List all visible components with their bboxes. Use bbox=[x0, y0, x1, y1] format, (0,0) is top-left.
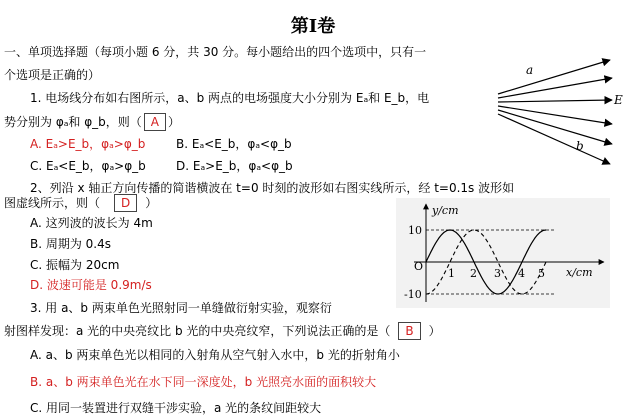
ytick-10: 10 bbox=[408, 224, 422, 237]
q1-answer: A bbox=[144, 113, 166, 131]
q1-option-c: C. Eₐ<E_b，φₐ>φ_b bbox=[30, 159, 146, 173]
field-line-1 bbox=[498, 60, 610, 94]
section-heading-line2: 个选项是正确的） bbox=[4, 68, 101, 82]
electric-field-diagram bbox=[494, 54, 624, 174]
xtick-5: 5 bbox=[538, 267, 545, 280]
xtick-2: 2 bbox=[470, 267, 477, 280]
xtick-3: 3 bbox=[494, 267, 501, 280]
q3-stem-line2 bbox=[4, 322, 441, 340]
q3-stem-line1: 3. 用 a、b 两束单色光照射同一单缝做衍射实验，观察衍 bbox=[30, 301, 332, 315]
field-line-3 bbox=[498, 100, 612, 102]
q3-option-c: C. 用同一装置进行双缝干涉实验，a 光的条纹间距较大 bbox=[30, 401, 322, 415]
q3-stem-prefix: 射图样发现：a 光的中央亮纹比 b 光的中央亮纹窄，下列说法正确的是（ bbox=[4, 324, 391, 338]
q1-option-a: A. Eₐ>E_b，φₐ>φ_b bbox=[30, 137, 146, 151]
q2-option-a: A. 这列波的波长为 4m bbox=[30, 216, 153, 230]
label-b: b bbox=[576, 139, 584, 153]
q3-answer: B bbox=[398, 322, 420, 340]
q2-option-b: B. 周期为 0.4s bbox=[30, 237, 112, 251]
q2-option-c: C. 振幅为 20cm bbox=[30, 258, 120, 272]
section-heading-line1: 一、单项选择题（每项小题 6 分，共 30 分。每小题给出的四个选项中，只有一 bbox=[4, 45, 427, 59]
q3-option-b: B. a、b 两束单色光在水下同一深度处，b 光照亮水面的面积较大 bbox=[30, 375, 377, 389]
q1-option-d: D. Eₐ>E_b，φₐ<φ_b bbox=[176, 159, 293, 173]
x-axis-label: x/cm bbox=[566, 266, 593, 279]
ytick-neg10: -10 bbox=[404, 288, 422, 301]
q2-option-d: D. 波速可能是 0.9m/s bbox=[30, 278, 152, 292]
q1-stem-line2 bbox=[4, 113, 180, 131]
wave-graph bbox=[396, 198, 610, 308]
xtick-4: 4 bbox=[518, 267, 525, 280]
xtick-1: 1 bbox=[448, 267, 455, 280]
page-title: 第Ⅰ卷 bbox=[290, 16, 336, 37]
q2-stem-prefix: 图虚线所示，则（ bbox=[4, 196, 101, 210]
q1-stem-suffix: ） bbox=[168, 115, 181, 129]
origin-label: O bbox=[414, 260, 424, 273]
q3-option-a: A. a、b 两束单色光以相同的入射角从空气射入水中，b 光的折射角小 bbox=[30, 348, 400, 362]
q3-stem-suffix: ） bbox=[428, 324, 441, 338]
wave-graph-background bbox=[396, 198, 610, 308]
q1-stem-prefix: 势分别为 φₐ和 φ_b，则（ bbox=[4, 115, 142, 129]
q2-answer: D bbox=[114, 194, 137, 212]
field-line-2 bbox=[498, 78, 612, 98]
q1-stem-line1: 1. 电场线分布如右图所示，a、b 两点的电场强度大小分别为 Eₐ和 E_b，电 bbox=[30, 91, 430, 105]
q2-stem-suffix: ） bbox=[145, 196, 158, 210]
label-E: E bbox=[614, 93, 623, 107]
q2-stem-line2 bbox=[4, 194, 157, 212]
label-a: a bbox=[526, 63, 534, 77]
q2-stem-line1: 2、列沿 x 轴正方向传播的简谐横波在 t=0 时刻的波形如右图实线所示，经 t=0.1s 波形如 bbox=[30, 181, 515, 195]
y-axis-label: y/cm bbox=[432, 204, 459, 217]
q1-option-b: B. Eₐ<E_b，φₐ<φ_b bbox=[176, 137, 292, 151]
